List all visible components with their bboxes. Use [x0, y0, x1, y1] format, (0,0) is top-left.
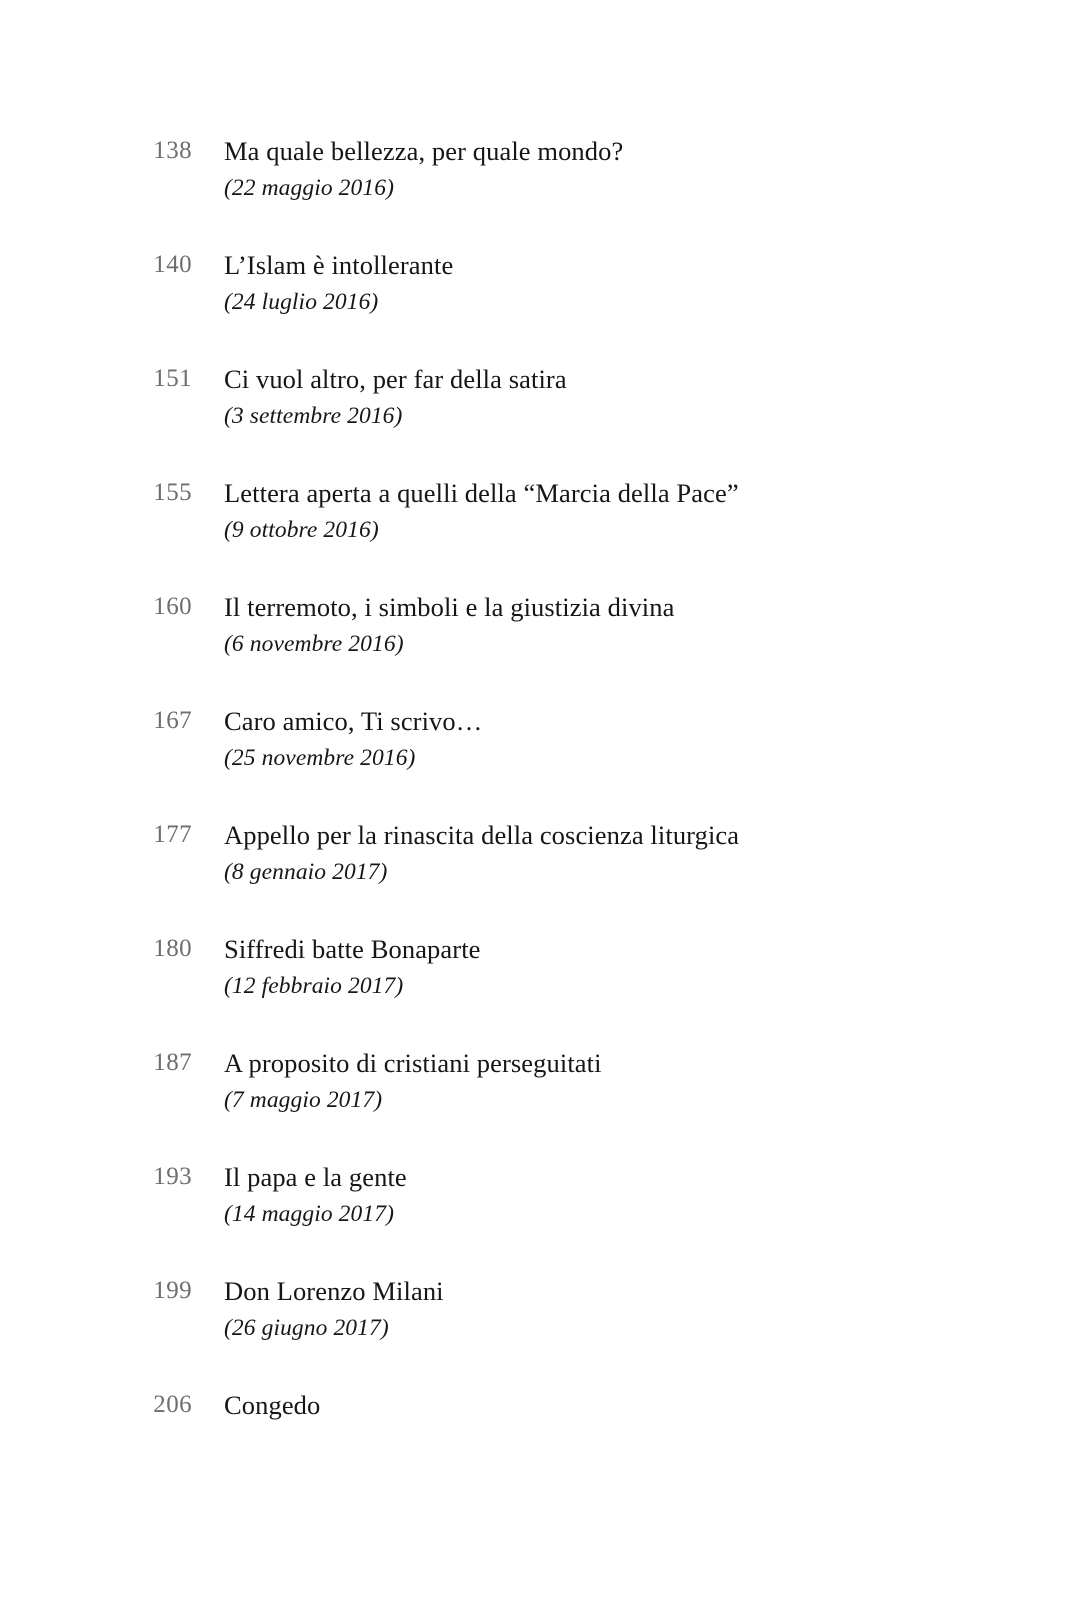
- toc-entry[interactable]: [0, 1386, 1091, 1424]
- toc-entry-page-number: 199: [153, 1277, 192, 1304]
- toc-entry-body: [192, 816, 1091, 891]
- toc-entry-title: Ci vuol altro, per far della satira: [224, 364, 567, 394]
- toc-entry-page-number: 151: [153, 365, 192, 392]
- toc-entry-body: [192, 588, 1091, 663]
- toc-entry-date: (3 settembre 2016): [224, 403, 403, 429]
- toc-entry-page-number: 180: [153, 935, 192, 962]
- toc-entry[interactable]: [0, 930, 1091, 1005]
- toc-entry-title: Il terremoto, i simboli e la giustizia divina: [224, 592, 675, 622]
- toc-entry-date: (7 maggio 2017): [224, 1087, 383, 1113]
- toc-entry-date: (14 maggio 2017): [224, 1201, 395, 1227]
- toc-entry-title: Don Lorenzo Milani: [224, 1276, 444, 1306]
- toc-entry-date: (6 novembre 2016): [224, 631, 404, 657]
- toc-entry-date: (9 ottobre 2016): [224, 517, 379, 543]
- toc-entry[interactable]: [0, 1272, 1091, 1347]
- toc-entry[interactable]: [0, 1158, 1091, 1233]
- toc-entry-page-number: 187: [153, 1049, 192, 1076]
- toc-entry-body: [192, 1386, 1091, 1424]
- toc-entry-title: A proposito di cristiani perseguitati: [224, 1048, 602, 1078]
- toc-entry-date: (25 novembre 2016): [224, 745, 416, 771]
- toc-entry-page-number: 167: [153, 707, 192, 734]
- toc-entry-title: Il papa e la gente: [224, 1162, 407, 1192]
- toc-entry-page-number: 138: [153, 137, 192, 164]
- toc-entry-body: [192, 702, 1091, 777]
- toc-entry-body: [192, 360, 1091, 435]
- toc-entry[interactable]: [0, 474, 1091, 549]
- table-of-contents-list: [0, 132, 1091, 1424]
- toc-entry[interactable]: [0, 360, 1091, 435]
- toc-entry[interactable]: [0, 588, 1091, 663]
- toc-entry[interactable]: [0, 816, 1091, 891]
- toc-entry-body: [192, 474, 1091, 549]
- toc-entry[interactable]: [0, 1044, 1091, 1119]
- toc-entry[interactable]: [0, 132, 1091, 207]
- toc-entry-date: (24 luglio 2016): [224, 289, 379, 315]
- toc-entry-page-number: 193: [153, 1163, 192, 1190]
- toc-entry-body: [192, 930, 1091, 1005]
- toc-entry-date: (8 gennaio 2017): [224, 859, 388, 885]
- toc-entry-title: Appello per la rinascita della coscienza liturgica: [224, 820, 740, 850]
- toc-entry-date: (26 giugno 2017): [224, 1315, 389, 1341]
- toc-entry-title: Caro amico, Ti scrivo…: [224, 706, 483, 736]
- toc-entry-page-number: 155: [153, 479, 192, 506]
- toc-entry-body: [192, 1044, 1091, 1119]
- toc-entry-title: Lettera aperta a quelli della “Marcia della Pace”: [224, 478, 739, 508]
- toc-entry[interactable]: [0, 246, 1091, 321]
- toc-entry-page-number: 206: [153, 1391, 192, 1418]
- toc-entry-body: [192, 1158, 1091, 1233]
- toc-entry-date: (12 febbraio 2017): [224, 973, 404, 999]
- toc-entry-title: Ma quale bellezza, per quale mondo?: [224, 136, 624, 166]
- toc-entry-page-number: 160: [153, 593, 192, 620]
- toc-entry[interactable]: [0, 702, 1091, 777]
- toc-entry-date: (22 maggio 2016): [224, 175, 395, 201]
- toc-entry-body: [192, 132, 1091, 207]
- toc-entry-title: Congedo: [224, 1390, 321, 1420]
- toc-entry-page-number: 177: [153, 821, 192, 848]
- toc-entry-body: [192, 246, 1091, 321]
- toc-entry-page-number: 140: [153, 251, 192, 278]
- toc-entry-title: L’Islam è intollerante: [224, 250, 454, 280]
- toc-entry-title: Siffredi batte Bonaparte: [224, 934, 481, 964]
- toc-entry-body: [192, 1272, 1091, 1347]
